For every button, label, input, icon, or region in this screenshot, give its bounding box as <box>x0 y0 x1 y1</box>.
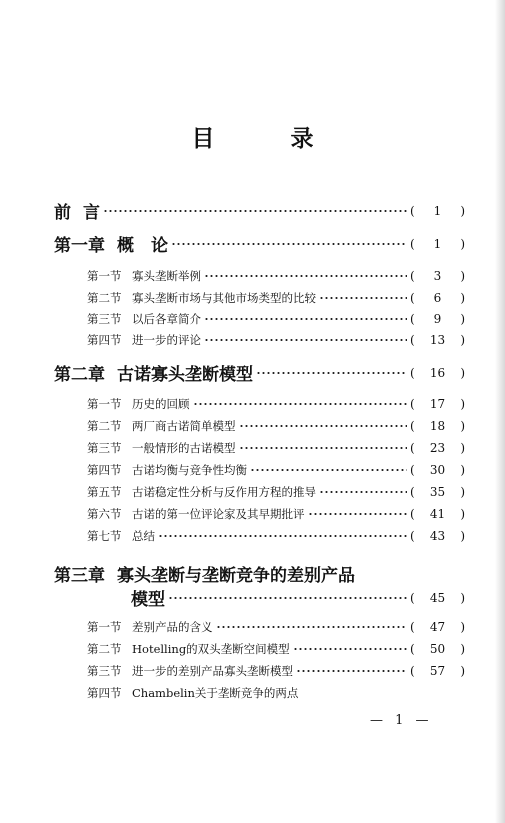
toc-entry-chapter-3 <box>54 561 465 586</box>
entry-number: 第七节 <box>87 529 122 543</box>
entry-number: 第一节 <box>87 269 122 283</box>
entry-page: 57 <box>429 664 446 678</box>
toc-entry-section: 第六节 古诺的第一位评论家及其早期批评 ( 41 ) <box>87 507 465 521</box>
entry-title: 古诺均衡与竞争性均衡 <box>132 463 247 477</box>
toc-entry-section: 第七节 总结 ( 43 ) <box>87 529 465 543</box>
entry-page: 50 <box>429 642 446 656</box>
entry-title: 寡头垄断市场与其他市场类型的比较 <box>132 291 316 305</box>
entry-title: 以后各章简介 <box>132 312 201 326</box>
toc-entry-chapter-1: 第一章 概 论 ( 1 ) <box>54 231 465 256</box>
dot-leader <box>171 238 407 250</box>
entry-number: 第一节 <box>87 397 122 411</box>
toc-entry-section: 第一节 历史的回顾 ( 17 ) <box>87 397 465 411</box>
entry-title: 古诺寡头垄断模型 <box>117 365 253 385</box>
entry-number: 第三节 <box>87 312 122 326</box>
entry-title: 古诺的第一位评论家及其早期批评 <box>132 507 305 521</box>
dot-leader <box>103 205 407 217</box>
entry-title: 总结 <box>132 529 155 543</box>
entry-page: 16 <box>429 365 446 380</box>
dot-leader <box>168 592 407 604</box>
page-number-footer: — 1 — <box>370 713 433 728</box>
toc-entry-section: 第三节 一般情形的古诺模型 ( 23 ) <box>87 441 465 455</box>
toc-entry-section: 第三节 以后各章简介 ( 9 ) <box>87 312 465 326</box>
entry-page: 35 <box>429 485 446 499</box>
toc-entry-section: 第一节 差别产品的含义 ( 47 ) <box>87 620 465 634</box>
entry-number: 第四节 <box>87 333 122 347</box>
entry-page: 3 <box>433 269 442 283</box>
entry-number: 第五节 <box>87 485 122 499</box>
toc-entry-section: 第四节 古诺均衡与竞争性均衡 ( 30 ) <box>87 463 465 477</box>
toc-entry-preface: 前 言 ( 1 ) <box>54 198 465 223</box>
dot-leader <box>204 335 407 345</box>
entry-title: Chambelin关于垄断竞争的两点 <box>132 686 299 700</box>
page-title: 目 录 <box>191 126 348 152</box>
entry-title: 一般情形的古诺模型 <box>132 441 236 455</box>
entry-number: 第四节 <box>87 686 122 700</box>
dot-leader <box>308 509 408 519</box>
dot-leader <box>204 271 407 281</box>
toc-entry-section <box>87 685 465 701</box>
dot-leader <box>193 399 408 409</box>
dot-leader <box>204 314 407 324</box>
entry-number: 前 <box>54 203 71 223</box>
toc-entry-section: 第四节 进一步的评论 ( 13 ) <box>87 333 465 347</box>
toc-entry-chapter-2: 第二章 古诺寡头垄断模型 ( 16 ) <box>54 360 465 385</box>
entry-page: 43 <box>429 529 446 543</box>
entry-title-continued: 模型 <box>131 590 165 610</box>
entry-page: 30 <box>429 463 446 477</box>
entry-page: 18 <box>429 419 446 433</box>
entry-number: 第六节 <box>87 507 122 521</box>
dot-leader <box>293 644 407 654</box>
entry-page: 1 <box>433 203 442 218</box>
dot-leader <box>216 622 408 632</box>
entry-title: 言 <box>83 203 100 223</box>
toc-entry-chapter-3-cont: 模型 ( 45 ) <box>131 585 465 610</box>
dot-leader <box>319 293 407 303</box>
entry-title: 概 论 <box>117 236 168 256</box>
toc-entry-section: 第二节 两厂商古诺简单模型 ( 18 ) <box>87 419 465 433</box>
entry-title: 差别产品的含义 <box>132 620 213 634</box>
dot-leader <box>319 487 407 497</box>
entry-number: 第一章 <box>54 236 105 256</box>
dot-leader <box>296 666 407 676</box>
entry-page: 17 <box>429 397 446 411</box>
entry-title: 进一步的评论 <box>132 333 201 347</box>
dot-leader <box>256 367 407 379</box>
dot-leader <box>239 421 408 431</box>
dot-leader <box>239 443 408 453</box>
toc-entry-section: 第三节 进一步的差别产品寡头垄断模型 ( 57 ) <box>87 664 465 678</box>
scan-edge-shadow <box>495 0 505 823</box>
toc-entry-section: 第二节 寡头垄断市场与其他市场类型的比较 ( 6 ) <box>87 291 465 305</box>
entry-title: 古诺稳定性分析与反作用方程的推导 <box>132 485 316 499</box>
entry-page: 47 <box>429 620 446 634</box>
entry-title: 寡头垄断举例 <box>132 269 201 283</box>
dot-leader <box>250 465 407 475</box>
entry-title: Hotelling的双头垄断空间模型 <box>132 642 290 656</box>
entry-page: 1 <box>433 236 442 251</box>
entry-page: 9 <box>433 312 442 326</box>
dot-leader <box>158 531 407 541</box>
entry-page: 6 <box>433 291 442 305</box>
toc-entry-section: 第一节 寡头垄断举例 ( 3 ) <box>87 269 465 283</box>
entry-number: 第三节 <box>87 441 122 455</box>
entry-number: 第二节 <box>87 642 122 656</box>
entry-title: 两厂商古诺简单模型 <box>132 419 236 433</box>
entry-page: 23 <box>429 441 446 455</box>
entry-page: 45 <box>429 590 446 605</box>
entry-title: 历史的回顾 <box>132 397 190 411</box>
entry-page: 41 <box>429 507 446 521</box>
entry-number: 第二节 <box>87 291 122 305</box>
toc-entry-section: 第五节 古诺稳定性分析与反作用方程的推导 ( 35 ) <box>87 485 465 499</box>
entry-number: 第三章 <box>54 566 105 586</box>
entry-number: 第一节 <box>87 620 122 634</box>
entry-number: 第四节 <box>87 463 122 477</box>
toc-entry-section: 第二节 Hotelling的双头垄断空间模型 ( 50 ) <box>87 642 465 656</box>
entry-number: 第二节 <box>87 419 122 433</box>
entry-number: 第二章 <box>54 365 105 385</box>
entry-title: 进一步的差别产品寡头垄断模型 <box>132 664 293 678</box>
entry-title: 寡头垄断与垄断竞争的差别产品 <box>117 566 355 586</box>
entry-page: 13 <box>429 333 446 347</box>
entry-number: 第三节 <box>87 664 122 678</box>
